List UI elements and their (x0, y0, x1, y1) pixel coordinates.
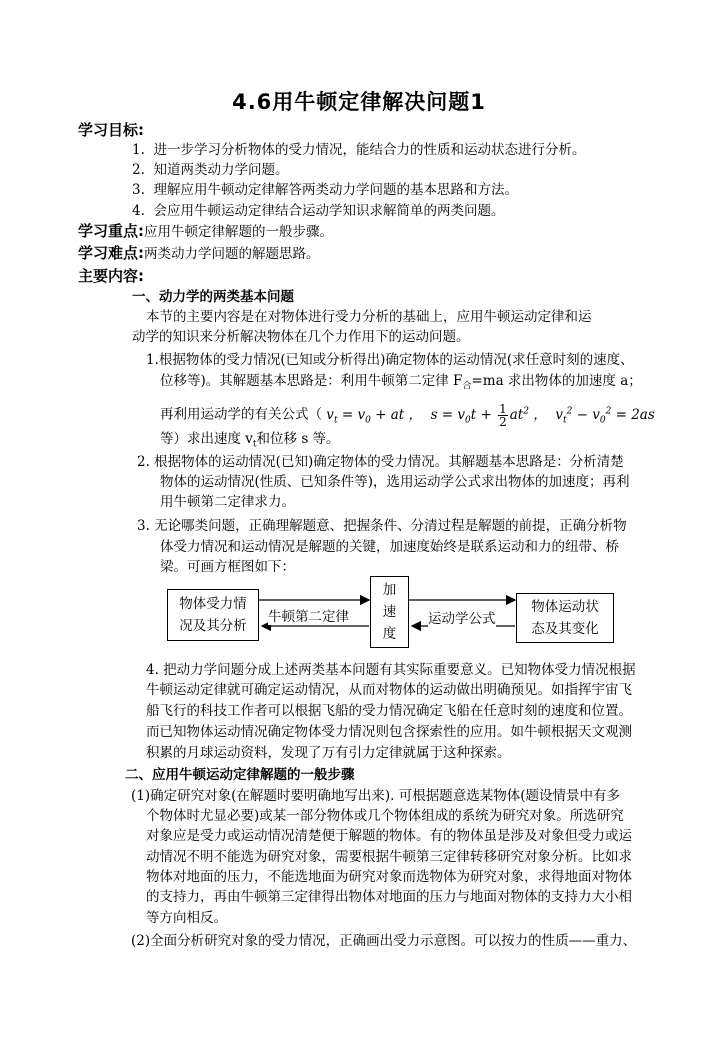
p4-line: 积累的月球运动资料，发现了万有引力定律就属于这种探索。 (146, 745, 511, 761)
box-line: 物体运动状 (531, 599, 599, 615)
newton-second-law-label: 牛顿第二定律 (268, 605, 349, 625)
goal-text: 进一步学习分析物体的受力情况，能结合力的性质和运动状态进行分析。 (153, 142, 586, 158)
fraction-half: $\frac{1}{2}$ (499, 401, 507, 429)
box-line: 况及其分析 (179, 618, 247, 634)
p1-text: 再利用运动学的有关公式（ (160, 406, 322, 423)
goal-text: 会应用牛顿运动定律结合运动学知识求解简单的两类问题。 (153, 203, 505, 219)
p4-line: 而已知物体运动情况确定物体受力情况则包含探索性的应用。如牛顿根据天文观测 (146, 724, 632, 740)
goal-number: 1. (132, 142, 145, 158)
page-title: 4.6用牛顿定律解决问题1 (232, 90, 486, 114)
p3-line: 梁。可画方框图如下： (160, 559, 295, 575)
kinematics-formula-label: 运动学公式 (428, 607, 496, 627)
p2-line: 2. 根据物体的运动情况(已知)确定物体的受力情况。其解题基本思路是：分析清楚 (137, 454, 624, 470)
p1-text: 和位移 s 等。 (256, 431, 340, 447)
step1-line: 的支持力，再由牛顿第三定律得出物体对地面的压力与地面对物体的支持力大小相 (146, 889, 632, 905)
box-line: 度 (382, 626, 397, 642)
p1-text: =ma 求出物体的加速度 a； (471, 373, 642, 389)
p4-line: 4. 把动力学问题分成上述两类基本问题有其实际重要意义。已知物体受力情况根据 (146, 662, 636, 678)
goal-number: 4. (132, 203, 145, 219)
acceleration-box (370, 576, 409, 648)
section1-heading: 一、动力学的两类基本问题 (132, 289, 294, 305)
difficulty-label: 学习难点: (78, 244, 144, 262)
key-point-text: 应用牛顿定律解题的一般步骤。 (144, 224, 333, 240)
p2-line: 用牛顿第二定律求力。 (160, 494, 295, 510)
section1-intro-line: 动学的知识来分析解决物体在几个力作用下的运动问题。 (132, 329, 470, 345)
kinematics-formula: $v_t = v_0$ + at ， $s = v_0t$ + $\frac{1}{2}$ $at^2$ ， $v_t^2 - v_0^2 = 2as$ (326, 401, 655, 429)
p4-line: 牛顿运动定律就可确定运动情况，从而对物体的运动做出明确预见。如指挥宇宙飞 (146, 682, 632, 698)
p2-line: 物体的运动情况(性质、已知条件等)，选用运动学公式求出物体的加速度；再利 (160, 474, 630, 490)
force-analysis-box (167, 589, 259, 641)
box-line: 态及其变化 (531, 621, 599, 637)
key-point-label: 学习重点: (78, 222, 144, 240)
step1-line: 等方向相反。 (146, 910, 227, 926)
goal-text: 理解应用牛顿动定律解答两类动力学问题的基本思路和方法。 (153, 182, 518, 198)
p3-line: 体受力情况和运动情况是解题的关键，加速度始终是联系运动和力的纽带、桥 (160, 539, 619, 555)
step1-line: 对象应是受力或运动情况清楚便于解题的物体。有的物体虽是涉及对象但受力或运 (146, 828, 632, 844)
step1-line: (1)确定研究对象(在解题时要明确地写出来). 可根据题意选某物体(题设情景中有多 (131, 788, 621, 804)
section2-heading: 二、应用牛顿运动定律解题的一般步骤 (125, 767, 355, 783)
goal-number: 3. (132, 182, 145, 198)
p1-text: 等）求出速度 v (160, 431, 253, 447)
step1-line: 动情况不明不能选为研究对象，需要根据牛顿第三定律转移研究对象分析。比如求 (146, 849, 632, 865)
main-content-label: 主要内容: (78, 267, 144, 285)
p4-line: 船飞行的科技工作者可以根据飞船的受力情况确定飞船在任意时刻的速度和位置。 (146, 703, 632, 719)
p1-text: 位移等)。其解题基本思路是：利用牛顿第二定律 F (160, 373, 463, 389)
box-line: 物体受力情 (179, 596, 247, 612)
goals-label: 学习目标: (78, 121, 144, 139)
step2-line: (2)全面分析研究对象的受力情况，正确画出受力示意图。可以按力的性质——重力、 (131, 933, 637, 949)
net-force-subscript: 合 (462, 381, 472, 392)
p3-line: 3. 无论哪类问题，正确理解题意、把握条件、分清过程是解题的前提，正确分析物 (137, 518, 627, 534)
section1-intro-line: 本节的主要内容是在对物体进行受力分析的基础上，应用牛顿运动定律和运 (146, 309, 592, 325)
p1-line: 1.根据物体的受力情况(已知或分析得出)确定物体的运动情况(求任意时刻的速度、 (146, 352, 634, 368)
velocity-subscript: t (252, 439, 257, 450)
motion-state-box (516, 593, 614, 643)
goal-number: 2. (132, 162, 145, 178)
box-line: 速 (382, 604, 397, 620)
box-line: 加 (382, 582, 397, 598)
difficulty-text: 两类动力学问题的解题思路。 (144, 246, 320, 262)
step1-line: 个物体时尤显必要)或某一部分物体或几个物体组成的系统为研究对象。所选研究 (146, 808, 624, 824)
step1-line: 物体对地面的压力，不能选地面为研究对象而选物体为研究对象，求得地面对物体 (146, 869, 632, 885)
goal-text: 知道两类动力学问题。 (153, 162, 289, 178)
